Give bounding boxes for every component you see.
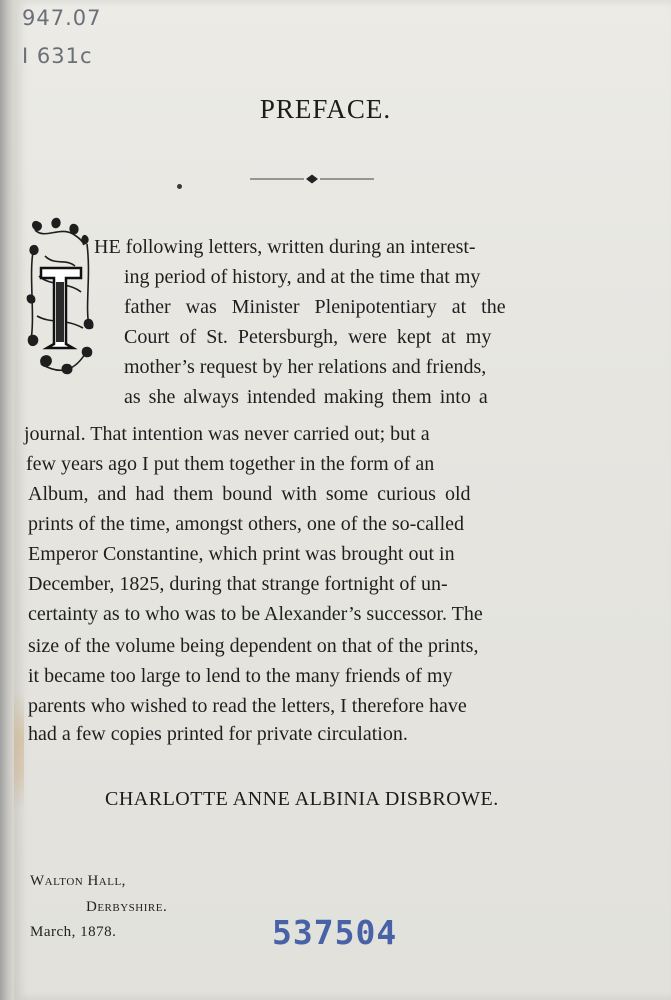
- body-line-8: few years ago I put them together in the form of an: [26, 453, 435, 475]
- page-title: PREFACE.: [259, 94, 392, 124]
- title-rule-ornament-icon: [250, 173, 376, 185]
- body-line-6: as she always intended making them into a: [124, 386, 488, 408]
- body-line-3: father was Minister Plenipotentiary at the: [124, 296, 506, 318]
- body-line-7: journal. That intention was never carried out; but a: [24, 423, 430, 445]
- page-edge-stain: [14, 690, 24, 810]
- body-line-14: size of the volume being dependent on that of the prints,: [28, 635, 479, 657]
- body-line-2: ing period of history, and at the time that my: [124, 266, 481, 288]
- body-line-10: prints of the time, amongst others, one of the so-called: [28, 513, 465, 535]
- catalog-number-line1: 947.07: [22, 6, 102, 30]
- body-line-9: Album, and had them bound with some curious old: [28, 483, 471, 505]
- decorated-initial-t-icon: [25, 216, 95, 382]
- body-line-16: parents who wished to read the letters, I therefore have: [28, 695, 467, 717]
- address-line-1: Walton Hall,: [30, 873, 126, 889]
- author-signature: CHARLOTTE ANNE ALBINIA DISBROWE.: [105, 788, 499, 810]
- body-line-1: HE following letters, written during an interest-: [94, 236, 476, 258]
- body-line-15: it became too large to lend to the many friends of my: [28, 665, 453, 687]
- accession-number-stamp: 537504: [272, 913, 398, 952]
- book-gutter-edge: [0, 0, 14, 1000]
- catalog-number-line2: I 631c: [22, 44, 93, 68]
- body-line-11: Emperor Constantine, which print was brought out in: [28, 543, 455, 565]
- body-line-12: December, 1825, during that strange fortnight of un-: [28, 573, 448, 595]
- body-line-4: Court of St. Petersburgh, were kept at my: [124, 326, 492, 348]
- ink-speck: [177, 184, 182, 189]
- address-date: March, 1878.: [30, 924, 117, 940]
- body-line-5: mother’s request by her relations and friends,: [124, 356, 487, 378]
- address-line-2: Derbyshire.: [86, 899, 168, 915]
- body-line-17: had a few copies printed for private circulation.: [28, 723, 408, 745]
- body-line-13: certainty as to who was to be Alexander’s successor. The: [28, 603, 483, 625]
